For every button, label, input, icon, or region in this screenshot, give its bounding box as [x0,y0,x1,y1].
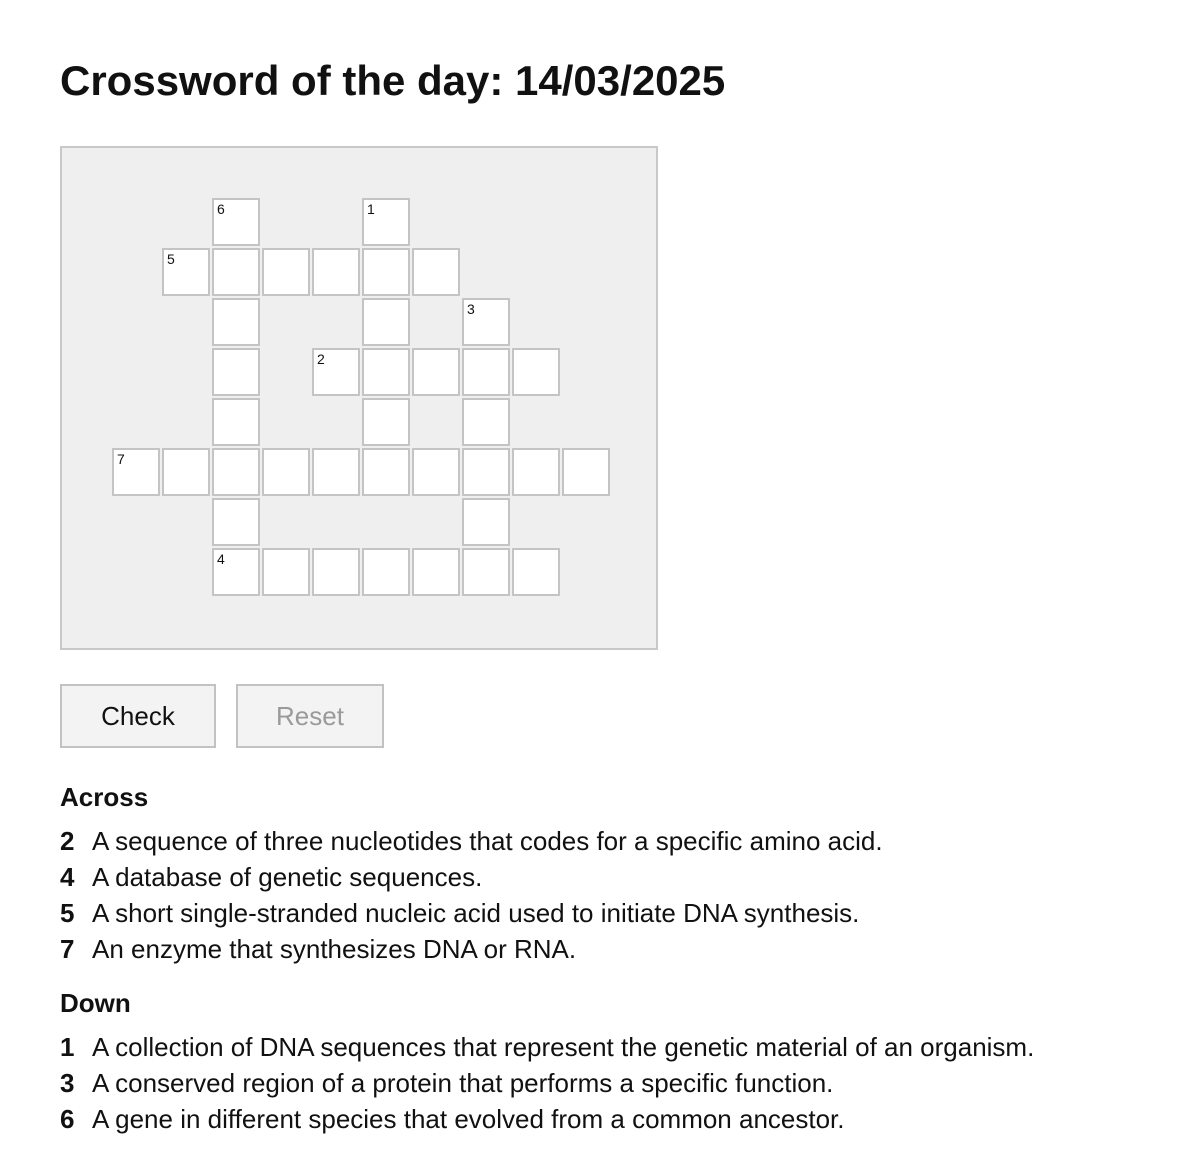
grid-cell[interactable] [112,448,160,496]
clue-number-label: 5 [167,251,175,267]
grid-cell-input[interactable] [364,350,408,394]
down-clue-list [60,1029,1034,1137]
grid-cell-input[interactable] [364,200,408,244]
grid-cell-input[interactable] [214,450,258,494]
clue-number-label: 6 [217,201,225,217]
grid-cell[interactable] [312,548,360,596]
grid-cell[interactable] [362,198,410,246]
grid-cell-input[interactable] [564,450,608,494]
grid-cell[interactable] [212,248,260,296]
clue-item [60,1101,1034,1137]
clue-item [60,895,883,931]
clue-number-label: 4 [217,551,225,567]
grid-cell-input[interactable] [464,350,508,394]
grid-cell-input[interactable] [464,300,508,344]
grid-cell-input[interactable] [264,250,308,294]
grid-cell[interactable] [262,448,310,496]
clue-number-label: 2 [317,351,325,367]
grid-cell-input[interactable] [464,550,508,594]
clue-text: A short single-stranded nucleic acid used to initiate DNA synthesis. [92,898,860,928]
grid-cell-input[interactable] [314,350,358,394]
grid-cell[interactable] [312,448,360,496]
grid-cell[interactable] [362,248,410,296]
grid-cell-input[interactable] [414,550,458,594]
grid-cell[interactable] [362,298,410,346]
grid-cell[interactable] [312,248,360,296]
grid-cell-input[interactable] [264,550,308,594]
grid-cell-input[interactable] [214,500,258,544]
grid-cell[interactable] [212,198,260,246]
grid-cell[interactable] [212,448,260,496]
grid-cell-input[interactable] [164,450,208,494]
grid-cell[interactable] [362,348,410,396]
clue-item [60,1065,1034,1101]
grid-cell[interactable] [162,448,210,496]
clue-number: 4 [60,862,75,892]
grid-cell[interactable] [412,548,460,596]
grid-cell[interactable] [212,398,260,446]
grid-cell-input[interactable] [364,400,408,444]
clue-number: 7 [60,934,75,964]
page-title: Crossword of the day: 14/03/2025 [60,57,726,104]
down-heading: Down [60,988,131,1018]
grid-cell-input[interactable] [464,450,508,494]
grid-cell-input[interactable] [414,450,458,494]
grid-cell[interactable] [362,448,410,496]
grid-cell-input[interactable] [214,550,258,594]
grid-cell[interactable] [462,348,510,396]
grid-cell-input[interactable] [514,550,558,594]
grid-cell[interactable] [362,548,410,596]
grid-cell-input[interactable] [214,400,258,444]
grid-cell-input[interactable] [214,250,258,294]
clue-number-label: 7 [117,451,125,467]
clue-text: An enzyme that synthesizes DNA or RNA. [92,934,577,964]
grid-cell[interactable] [212,298,260,346]
grid-cell-input[interactable] [414,350,458,394]
across-heading: Across [60,782,149,812]
clue-item [60,823,883,859]
clue-item [60,1029,1034,1065]
clue-text: A database of genetic sequences. [92,862,483,892]
grid-cell[interactable] [212,498,260,546]
grid-cell[interactable] [262,248,310,296]
grid-cell[interactable] [512,348,560,396]
grid-cell[interactable] [162,248,210,296]
grid-cell-input[interactable] [214,350,258,394]
grid-cell[interactable] [462,548,510,596]
clue-number: 2 [60,826,75,856]
grid-cell-input[interactable] [114,450,158,494]
clue-number: 5 [60,898,75,928]
clue-number: 6 [60,1104,75,1134]
grid-cell-input[interactable] [364,300,408,344]
grid-cell-input[interactable] [214,200,258,244]
grid-cell-input[interactable] [214,300,258,344]
grid-cell-input[interactable] [364,550,408,594]
grid-cell[interactable] [562,448,610,496]
grid-cell[interactable] [462,498,510,546]
grid-cell-input[interactable] [514,450,558,494]
across-clue-list [60,823,883,967]
grid-cell-input[interactable] [464,500,508,544]
grid-cell[interactable] [512,448,560,496]
grid-cell[interactable] [462,298,510,346]
crossword-grid [60,146,658,650]
clue-item [60,931,883,967]
grid-cell-input[interactable] [264,450,308,494]
grid-cell[interactable] [412,448,460,496]
clue-text: A collection of DNA sequences that represent the genetic material of an organism. [92,1032,1035,1062]
grid-cell-input[interactable] [364,450,408,494]
clue-number-label: 1 [367,201,375,217]
grid-cell-input[interactable] [314,550,358,594]
clue-text: A gene in different species that evolved from a common ancestor. [92,1104,845,1134]
grid-cell[interactable] [362,398,410,446]
clue-text: A conserved region of a protein that performs a specific function. [92,1068,834,1098]
grid-cell-input[interactable] [464,400,508,444]
grid-cell[interactable] [462,398,510,446]
grid-cell-input[interactable] [364,250,408,294]
grid-cell[interactable] [212,548,260,596]
grid-cell[interactable] [262,548,310,596]
clue-number: 1 [60,1032,75,1062]
clue-number-label: 3 [467,301,475,317]
grid-cell[interactable] [412,248,460,296]
grid-cell[interactable] [512,548,560,596]
grid-cell[interactable] [312,348,360,396]
reset-button[interactable]: Reset [236,684,384,748]
grid-cell-input[interactable] [414,250,458,294]
grid-cell-input[interactable] [514,350,558,394]
grid-cell[interactable] [462,448,510,496]
grid-cell[interactable] [212,348,260,396]
check-button[interactable]: Check [60,684,216,748]
clue-text: A sequence of three nucleotides that codes for a specific amino acid. [92,826,883,856]
grid-cell-input[interactable] [314,450,358,494]
grid-cell-input[interactable] [164,250,208,294]
clue-item [60,859,883,895]
clue-number: 3 [60,1068,75,1098]
grid-cell[interactable] [412,348,460,396]
grid-cell-input[interactable] [314,250,358,294]
